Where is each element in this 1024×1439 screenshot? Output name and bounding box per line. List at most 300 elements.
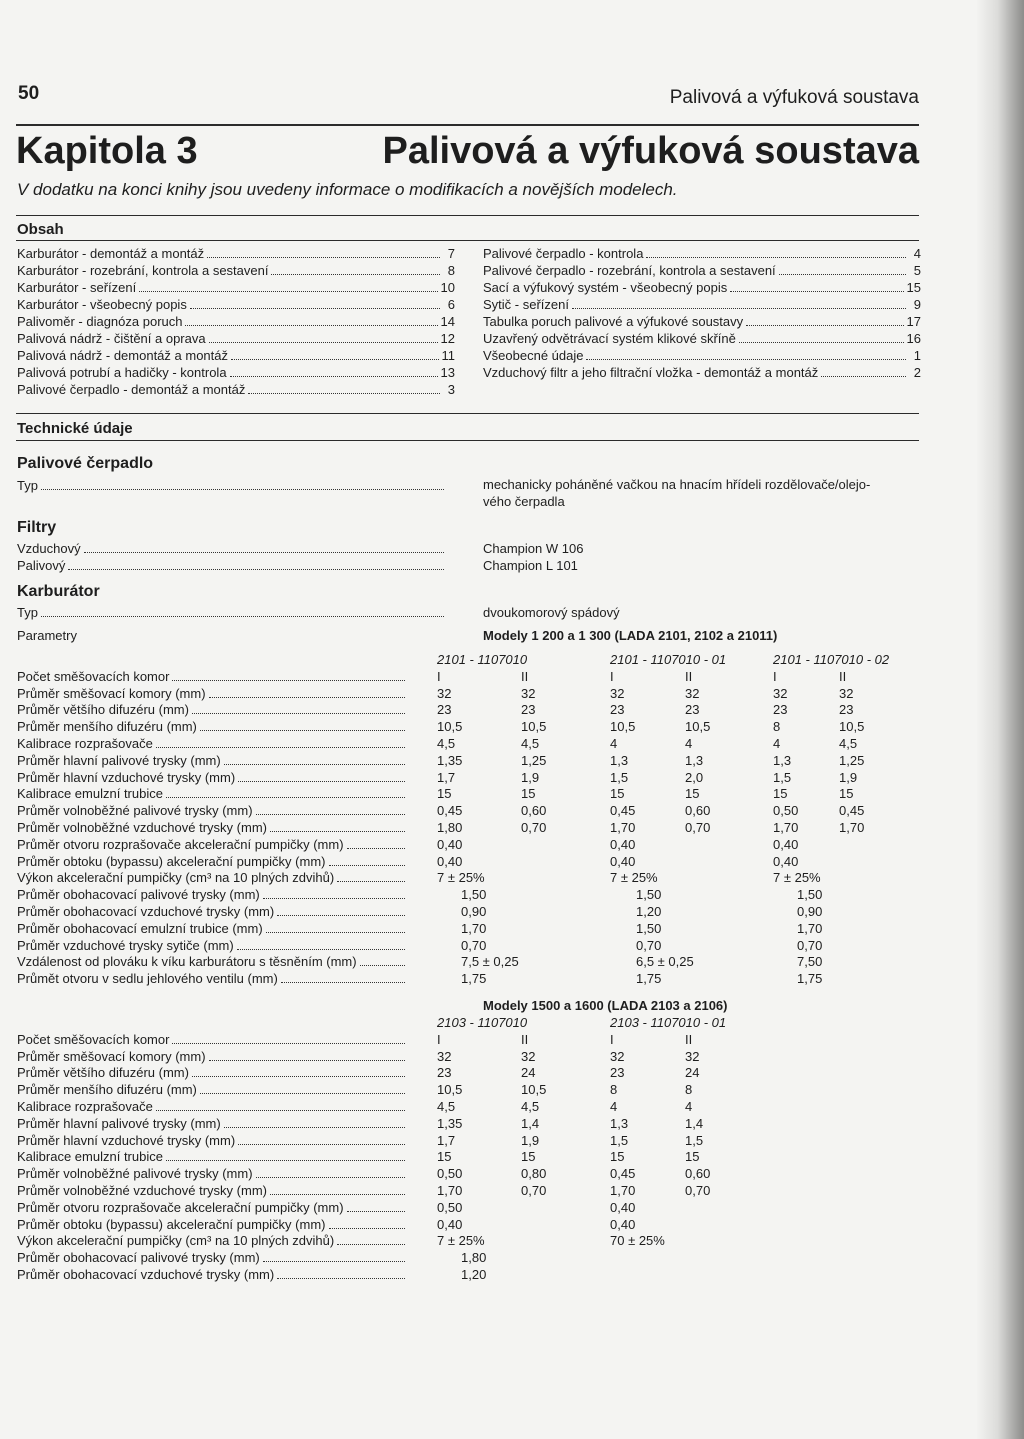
table-cell: 0,40 bbox=[773, 853, 799, 869]
table-cell: 1,3 bbox=[610, 1115, 629, 1131]
carburettor-type-row bbox=[17, 605, 447, 621]
table-cell: 0,40 bbox=[437, 1216, 463, 1232]
leader-dots bbox=[266, 932, 405, 933]
parameter-name: Průměr většího difuzéru (mm) bbox=[17, 1065, 189, 1081]
contents-entry-label: Karburátor - rozebrání, kontrola a sestavení bbox=[17, 263, 269, 278]
specs-rule bbox=[16, 440, 919, 441]
leader-dots bbox=[360, 965, 405, 966]
air-filter-label: Vzduchový bbox=[17, 541, 81, 556]
table-cell: 0,40 bbox=[437, 853, 463, 869]
table-cell: 0,70 bbox=[521, 1182, 547, 1198]
fuel-pump-type-value-line-2: vého čerpadla bbox=[483, 494, 565, 509]
table-cell: 4,5 bbox=[839, 735, 858, 751]
contents-entry-label: Palivoměr - diagnóza poruch bbox=[17, 314, 183, 329]
leader-dots bbox=[337, 1244, 405, 1245]
table-cell-shared: 1,50 bbox=[797, 887, 823, 903]
model-code-header: 2103 - 1107010 - 01 bbox=[610, 1015, 727, 1030]
parameter-name: Vzdálenost od plováku k víku karburátoru s těsněním (mm) bbox=[17, 954, 357, 970]
fuel-pump-type-row bbox=[17, 478, 447, 494]
leader-dots bbox=[248, 393, 440, 394]
table-cell: 23 bbox=[773, 702, 788, 718]
parameter-name: Průměr hlavní vzduchové trysky (mm) bbox=[17, 1132, 236, 1148]
table-cell-shared: 1,50 bbox=[461, 887, 487, 903]
carburettor-heading: Karburátor bbox=[17, 583, 100, 600]
leader-dots bbox=[270, 831, 405, 832]
leader-dots bbox=[572, 308, 906, 309]
table-cell: 32 bbox=[437, 685, 452, 701]
table-cell: 23 bbox=[610, 1065, 625, 1081]
leader-dots bbox=[281, 982, 405, 983]
leader-dots bbox=[586, 359, 906, 360]
leader-dots bbox=[41, 616, 444, 617]
table-cell: 23 bbox=[610, 702, 625, 718]
table-cell: 0,60 bbox=[685, 1166, 711, 1182]
parameter-label bbox=[17, 1217, 408, 1234]
contents-entry-page: 14 bbox=[440, 314, 455, 329]
leader-dots bbox=[207, 257, 440, 258]
table-cell: 1,3 bbox=[610, 752, 629, 768]
leader-dots bbox=[185, 325, 437, 326]
leader-dots bbox=[224, 1127, 405, 1128]
leader-dots bbox=[68, 569, 444, 570]
table-cell: 1,70 bbox=[610, 819, 636, 835]
parameter-name: Průměr volnoběžné vzduchové trysky (mm) bbox=[17, 819, 267, 835]
table-cell: 10,5 bbox=[521, 1082, 547, 1098]
parameter-label bbox=[17, 971, 408, 988]
contents-entry-page: 7 bbox=[447, 246, 455, 261]
parameter-label bbox=[17, 1166, 408, 1183]
parameter-name: Průmět otvoru v sedlu jehlového ventilu (mm) bbox=[17, 971, 278, 987]
contents-entry-page: 9 bbox=[913, 297, 921, 312]
parameter-label bbox=[17, 803, 408, 820]
fuel-filter-value: Champion L 101 bbox=[483, 558, 578, 573]
table-cell: 4,5 bbox=[521, 735, 540, 751]
contents-entry-label: Palivová nádrž - demontáž a montáž bbox=[17, 348, 228, 363]
table-cell: 10,5 bbox=[521, 719, 547, 735]
table-cell: 15 bbox=[685, 786, 700, 802]
table-cell: 1,35 bbox=[437, 752, 463, 768]
parameter-label bbox=[17, 770, 408, 787]
parameter-name: Výkon akcelerační pumpičky (cm³ na 10 plných zdvihů) bbox=[17, 1233, 335, 1249]
parameter-label bbox=[17, 1032, 408, 1049]
table-cell: 4 bbox=[610, 735, 618, 751]
contents-entry bbox=[17, 279, 455, 296]
table-cell: 0,40 bbox=[610, 1216, 636, 1232]
fuel-pump-type-value bbox=[483, 476, 870, 510]
parameter-label bbox=[17, 1049, 408, 1066]
contents-entry bbox=[483, 364, 921, 381]
table-cell-shared: 6,5 ± 0,25 bbox=[636, 954, 694, 970]
table-cell: 32 bbox=[521, 685, 536, 701]
contents-rule bbox=[16, 240, 919, 241]
table-cell-shared: 7,50 bbox=[797, 954, 823, 970]
table-cell: I bbox=[437, 668, 441, 684]
table-cell: II bbox=[521, 1031, 529, 1047]
parameter-name: Průměr vzduchové trysky sytiče (mm) bbox=[17, 937, 234, 953]
leader-dots bbox=[277, 915, 405, 916]
parameter-name: Kalibrace rozprašovače bbox=[17, 1098, 153, 1114]
table-cell: 4,5 bbox=[521, 1098, 540, 1114]
contents-entry-page: 12 bbox=[440, 331, 455, 346]
table-cell: 4 bbox=[685, 1098, 693, 1114]
leader-dots bbox=[256, 1177, 405, 1178]
parameter-label bbox=[17, 702, 408, 719]
parameter-name: Průměr směšovací komory (mm) bbox=[17, 685, 206, 701]
parameter-name: Kalibrace emulzní trubice bbox=[17, 786, 163, 802]
table-cell: 10,5 bbox=[437, 719, 463, 735]
table-cell-shared: 0,70 bbox=[797, 937, 823, 953]
parameter-name: Kalibrace emulzní trubice bbox=[17, 1149, 163, 1165]
parameter-label bbox=[17, 686, 408, 703]
table-cell: 1,7 bbox=[437, 1132, 456, 1148]
table-cell: 32 bbox=[685, 685, 700, 701]
table-cell: 4,5 bbox=[437, 1098, 456, 1114]
table-cell: 1,9 bbox=[521, 1132, 540, 1148]
leader-dots bbox=[821, 376, 906, 377]
table-cell: I bbox=[437, 1031, 441, 1047]
table-cell: 0,70 bbox=[685, 819, 711, 835]
table-cell: 1,3 bbox=[773, 752, 792, 768]
table-cell: 1,9 bbox=[839, 769, 858, 785]
parameter-label bbox=[17, 1267, 408, 1284]
contents-entry-page: 17 bbox=[906, 314, 921, 329]
table-cell: 15 bbox=[521, 1149, 536, 1165]
leader-dots bbox=[263, 1261, 405, 1262]
leader-dots bbox=[739, 342, 904, 343]
table-cell: 1,70 bbox=[839, 819, 865, 835]
contents-entry bbox=[483, 296, 921, 313]
parameter-name: Průměr obtoku (bypassu) akcelerační pumpičky (mm) bbox=[17, 1216, 326, 1232]
leader-dots bbox=[237, 949, 405, 950]
fuel-filter-label: Palivový bbox=[17, 558, 66, 573]
contents-entry-label: Palivové čerpadlo - kontrola bbox=[483, 246, 644, 261]
leader-dots bbox=[156, 747, 405, 748]
contents-entry-label: Palivová nádrž - čištění a oprava bbox=[17, 331, 206, 346]
contents-entry-page: 13 bbox=[440, 365, 455, 380]
table-cell: 7 ± 25% bbox=[610, 870, 658, 886]
fuel-pump-type-label: Typ bbox=[17, 478, 38, 493]
model-code-header: 2101 - 1107010 - 02 bbox=[773, 652, 890, 667]
parameter-label bbox=[17, 837, 408, 854]
leader-dots bbox=[172, 680, 405, 681]
table-cell: 23 bbox=[685, 702, 700, 718]
table-cell: 0,40 bbox=[610, 853, 636, 869]
contents-entry bbox=[483, 262, 921, 279]
table-cell: 23 bbox=[437, 1065, 452, 1081]
contents-entry-page: 10 bbox=[440, 280, 455, 295]
leader-dots bbox=[329, 865, 406, 866]
table-cell: 4 bbox=[610, 1098, 618, 1114]
parameter-label bbox=[17, 938, 408, 955]
leader-dots bbox=[166, 1160, 405, 1161]
table-cell: 10,5 bbox=[610, 719, 636, 735]
contents-entry-page: 3 bbox=[447, 382, 455, 397]
table-cell: 0,50 bbox=[773, 803, 799, 819]
leader-dots bbox=[139, 291, 437, 292]
table-cell: 1,80 bbox=[437, 819, 463, 835]
contents-heading: Obsah bbox=[17, 221, 64, 238]
contents-end-rule bbox=[16, 413, 919, 414]
contents-entry bbox=[483, 279, 921, 296]
leader-dots bbox=[779, 274, 906, 275]
contents-entry-label: Všeobecné údaje bbox=[483, 348, 584, 363]
table-cell: 1,35 bbox=[437, 1115, 463, 1131]
table-cell: 1,5 bbox=[610, 769, 629, 785]
parameter-label bbox=[17, 1099, 408, 1116]
table-cell: 1,70 bbox=[437, 1182, 463, 1198]
table-cell: 8 bbox=[685, 1082, 693, 1098]
parameter-label bbox=[17, 904, 408, 921]
table-cell: 0,80 bbox=[521, 1166, 547, 1182]
leader-dots bbox=[238, 1144, 405, 1145]
table-cell: 15 bbox=[437, 786, 452, 802]
table-cell-shared: 1,50 bbox=[636, 920, 662, 936]
contents-list-left bbox=[17, 245, 455, 398]
parameter-label bbox=[17, 753, 408, 770]
chapter-note: V dodatku na konci knihy jsou uvedeny informace o modifikacích a novějších modelech. bbox=[17, 180, 678, 199]
table-cell-shared: 0,90 bbox=[461, 903, 487, 919]
leader-dots bbox=[172, 1043, 405, 1044]
contents-entry bbox=[483, 347, 921, 364]
parameter-name: Počet směšovacích komor bbox=[17, 668, 170, 684]
table-cell: 0,45 bbox=[610, 1166, 636, 1182]
contents-entry-page: 2 bbox=[913, 365, 921, 380]
contents-entry bbox=[17, 330, 455, 347]
table-cell: I bbox=[610, 668, 614, 684]
table-cell: 1,3 bbox=[685, 752, 704, 768]
contents-entry bbox=[17, 381, 455, 398]
parameter-name: Průměr menšího difuzéru (mm) bbox=[17, 1082, 197, 1098]
fuel-filter-row bbox=[17, 558, 447, 574]
contents-entry bbox=[17, 364, 455, 381]
leader-dots bbox=[256, 814, 405, 815]
contents-entry-page: 15 bbox=[906, 280, 921, 295]
table-cell: I bbox=[610, 1031, 614, 1047]
parameter-label bbox=[17, 1082, 408, 1099]
chapter-number: Kapitola 3 bbox=[16, 130, 198, 172]
contents-entry-page: 11 bbox=[441, 348, 455, 363]
table-cell: 1,25 bbox=[839, 752, 865, 768]
leader-dots bbox=[347, 848, 405, 849]
parameter-label bbox=[17, 786, 408, 803]
leader-dots bbox=[192, 713, 405, 714]
models-a-heading: Modely 1 200 a 1 300 (LADA 2101, 2102 a 21011) bbox=[483, 628, 778, 643]
contents-entry-label: Sytič - seřízení bbox=[483, 297, 569, 312]
table-cell: 0,50 bbox=[437, 1166, 463, 1182]
table-cell: 1,70 bbox=[610, 1182, 636, 1198]
leader-dots bbox=[190, 308, 440, 309]
table-cell: 10,5 bbox=[839, 719, 865, 735]
table-cell: 0,60 bbox=[685, 803, 711, 819]
table-cell: 1,7 bbox=[437, 769, 456, 785]
table-cell: 0,60 bbox=[521, 803, 547, 819]
leader-dots bbox=[156, 1110, 405, 1111]
leader-dots bbox=[337, 881, 405, 882]
table-cell: II bbox=[685, 1031, 693, 1047]
parameter-label bbox=[17, 1133, 408, 1150]
leader-dots bbox=[347, 1211, 405, 1212]
contents-list-right bbox=[483, 245, 921, 381]
table-cell: 0,40 bbox=[773, 836, 799, 852]
page-number: 50 bbox=[18, 83, 40, 104]
parameter-name: Počet směšovacích komor bbox=[17, 1031, 170, 1047]
table-cell: 1,4 bbox=[685, 1115, 704, 1131]
table-cell: 0,50 bbox=[437, 1199, 463, 1215]
contents-entry bbox=[17, 296, 455, 313]
table-cell: 24 bbox=[685, 1065, 700, 1081]
table-cell-shared: 1,70 bbox=[461, 920, 487, 936]
running-title: Palivová a výfuková soustava bbox=[669, 87, 919, 108]
leader-dots bbox=[271, 274, 440, 275]
table-cell: 15 bbox=[685, 1149, 700, 1165]
specs-heading: Technické údaje bbox=[17, 420, 133, 437]
parameter-label bbox=[17, 719, 408, 736]
table-cell-shared: 1,75 bbox=[461, 971, 487, 987]
contents-entry-label: Tabulka poruch palivové a výfukové soustavy bbox=[483, 314, 744, 329]
table-cell: 4 bbox=[773, 735, 781, 751]
contents-entry-label: Karburátor - seřízení bbox=[17, 280, 137, 295]
table-cell: 0,45 bbox=[437, 803, 463, 819]
parameter-label bbox=[17, 1233, 408, 1250]
note-rule bbox=[16, 215, 919, 216]
filters-heading: Filtry bbox=[17, 519, 57, 536]
table-cell: 24 bbox=[521, 1065, 536, 1081]
leader-dots bbox=[41, 489, 444, 490]
parameter-name: Průměr většího difuzéru (mm) bbox=[17, 702, 189, 718]
parameter-name: Průměr otvoru rozprašovače akcelerační pumpičky (mm) bbox=[17, 1199, 344, 1215]
table-cell: 0,45 bbox=[839, 803, 865, 819]
table-cell: 32 bbox=[437, 1048, 452, 1064]
table-cell: 1,25 bbox=[521, 752, 547, 768]
contents-entry-label: Karburátor - všeobecný popis bbox=[17, 297, 187, 312]
parameter-label bbox=[17, 1116, 408, 1133]
table-cell-shared: 0,70 bbox=[461, 937, 487, 953]
parameter-name: Průměr otvoru rozprašovače akcelerační pumpičky (mm) bbox=[17, 836, 344, 852]
contents-entry-page: 6 bbox=[447, 297, 455, 312]
air-filter-value: Champion W 106 bbox=[483, 541, 584, 556]
parameter-name: Výkon akcelerační pumpičky (cm³ na 10 plných zdvihů) bbox=[17, 870, 335, 886]
parameter-name: Průměr obohacovací palivové trysky (mm) bbox=[17, 1250, 260, 1266]
table-cell: 15 bbox=[610, 786, 625, 802]
contents-entry-page: 16 bbox=[906, 331, 921, 346]
contents-entry bbox=[483, 245, 921, 262]
parameter-name: Kalibrace rozprašovače bbox=[17, 735, 153, 751]
table-cell: 10,5 bbox=[437, 1082, 463, 1098]
table-cell: 32 bbox=[773, 685, 788, 701]
table-cell: 32 bbox=[610, 685, 625, 701]
table-cell: 0,70 bbox=[521, 819, 547, 835]
table-cell: 23 bbox=[521, 702, 536, 718]
leader-dots bbox=[231, 359, 439, 360]
table-cell: 8 bbox=[773, 719, 781, 735]
leader-dots bbox=[209, 697, 405, 698]
table-cell: 1,70 bbox=[773, 819, 799, 835]
leader-dots bbox=[646, 257, 906, 258]
parameter-name: Průměr volnoběžné vzduchové trysky (mm) bbox=[17, 1182, 267, 1198]
table-cell-shared: 1,80 bbox=[461, 1250, 487, 1266]
parameter-name: Průměr hlavní palivové trysky (mm) bbox=[17, 1115, 221, 1131]
model-code-header: 2101 - 1107010 bbox=[437, 652, 528, 667]
parameter-name: Průměr obtoku (bypassu) akcelerační pumpičky (mm) bbox=[17, 853, 326, 869]
contents-entry-label: Palivové čerpadlo - demontáž a montáž bbox=[17, 382, 246, 397]
table-cell: 32 bbox=[521, 1048, 536, 1064]
table-cell: 8 bbox=[610, 1082, 618, 1098]
leader-dots bbox=[84, 552, 444, 553]
table-cell-shared: 1,50 bbox=[636, 887, 662, 903]
fuel-pump-heading: Palivové čerpadlo bbox=[17, 455, 154, 472]
contents-entry-page: 1 bbox=[913, 348, 921, 363]
contents-entry bbox=[17, 245, 455, 262]
header-rule bbox=[16, 124, 919, 126]
contents-entry-label: Karburátor - demontáž a montáž bbox=[17, 246, 205, 261]
table-cell-shared: 1,75 bbox=[636, 971, 662, 987]
parameter-name: Průměr volnoběžné palivové trysky (mm) bbox=[17, 1166, 253, 1182]
contents-entry bbox=[483, 313, 921, 330]
parameter-name: Průměr menšího difuzéru (mm) bbox=[17, 719, 197, 735]
table-cell: 0,45 bbox=[610, 803, 636, 819]
table-cell: II bbox=[521, 668, 529, 684]
leader-dots bbox=[270, 1194, 405, 1195]
table-cell: 23 bbox=[839, 702, 854, 718]
table-cell: 23 bbox=[437, 702, 452, 718]
table-cell: 0,70 bbox=[685, 1182, 711, 1198]
table-cell: 1,5 bbox=[685, 1132, 704, 1148]
table-cell: II bbox=[839, 668, 847, 684]
parameters-label: Parametry bbox=[17, 628, 77, 643]
parameter-name: Průměr obohacovací emulzní trubice (mm) bbox=[17, 920, 263, 936]
table-cell: 32 bbox=[685, 1048, 700, 1064]
table-cell: 4 bbox=[685, 735, 693, 751]
fuel-pump-type-value-line-1: mechanicky poháněné vačkou na hnacím hřídeli rozdělovače/olejo- bbox=[483, 477, 871, 492]
table-cell: 15 bbox=[839, 786, 854, 802]
table-cell-shared: 7,5 ± 0,25 bbox=[461, 954, 519, 970]
table-cell: 7 ± 25% bbox=[437, 1233, 485, 1249]
leader-dots bbox=[200, 1093, 405, 1094]
leader-dots bbox=[209, 342, 438, 343]
table-cell: 1,9 bbox=[521, 769, 540, 785]
parameter-name: Průměr obohacovací palivové trysky (mm) bbox=[17, 887, 260, 903]
table-cell-shared: 1,70 bbox=[797, 920, 823, 936]
parameter-name: Průměr hlavní palivové trysky (mm) bbox=[17, 752, 221, 768]
contents-entry bbox=[483, 330, 921, 347]
parameter-label bbox=[17, 887, 408, 904]
table-cell: 0,40 bbox=[610, 1199, 636, 1215]
contents-entry bbox=[17, 347, 455, 364]
parameter-label bbox=[17, 954, 408, 971]
table-cell: 15 bbox=[773, 786, 788, 802]
table-cell: II bbox=[685, 668, 693, 684]
parameter-label bbox=[17, 736, 408, 753]
table-cell: 1,5 bbox=[610, 1132, 629, 1148]
parameter-label bbox=[17, 1183, 408, 1200]
table-cell-shared: 1,20 bbox=[636, 903, 662, 919]
table-cell: 2,0 bbox=[685, 769, 704, 785]
table-cell: 7 ± 25% bbox=[773, 870, 821, 886]
contents-entry bbox=[17, 313, 455, 330]
table-cell: 10,5 bbox=[685, 719, 711, 735]
table-cell: 1,4 bbox=[521, 1115, 540, 1131]
carburettor-type-value: dvoukomorový spádový bbox=[483, 605, 620, 620]
leader-dots bbox=[238, 781, 405, 782]
model-code-header: 2103 - 1107010 bbox=[437, 1015, 528, 1030]
carburettor-type-label: Typ bbox=[17, 605, 38, 620]
contents-entry-page: 8 bbox=[447, 263, 455, 278]
leader-dots bbox=[746, 325, 903, 326]
leader-dots bbox=[263, 898, 405, 899]
parameter-name: Průměr obohacovací vzduchové trysky (mm) bbox=[17, 903, 275, 919]
parameter-name: Průměr směšovací komory (mm) bbox=[17, 1048, 206, 1064]
models-b-heading: Modely 1500 a 1600 (LADA 2103 a 2106) bbox=[483, 998, 728, 1013]
